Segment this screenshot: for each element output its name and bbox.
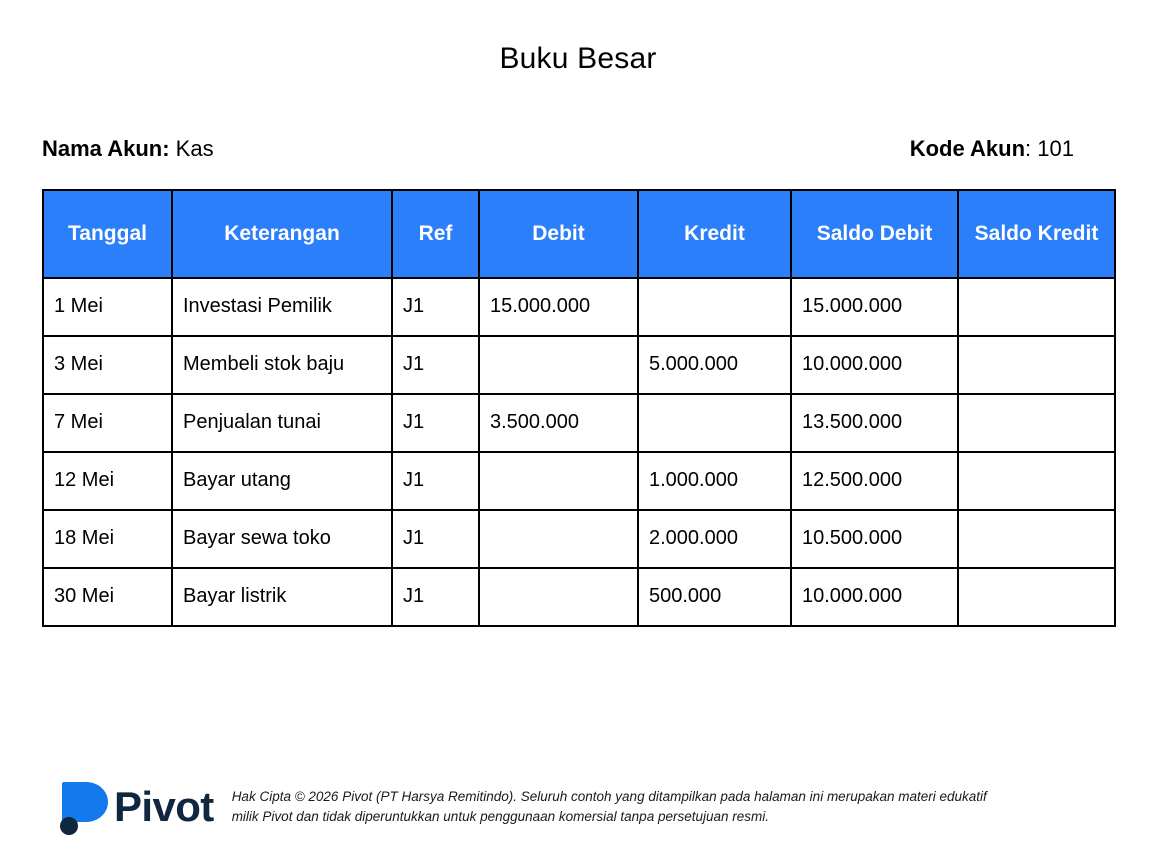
cell-kredit — [638, 278, 791, 336]
copyright-text: Hak Cipta © 2026 Pivot (PT Harsya Remitindo). Seluruh contoh yang ditampilkan pada halaman ini merupakan materi edukatif milik Pivot dan tidak diperuntukkan untuk penggunaan komersial tanpa persetujuan resmi. — [231, 789, 987, 824]
table-row — [43, 568, 1115, 626]
ledger-table — [42, 189, 1116, 627]
table-header-row — [43, 190, 1115, 278]
cell-tanggal: 7 Mei — [43, 394, 172, 452]
cell-keterangan: Investasi Pemilik — [172, 278, 392, 336]
account-code-value: 101 — [1037, 136, 1074, 161]
account-name-label: Nama Akun: — [42, 136, 170, 161]
cell-ref: J1 — [392, 336, 479, 394]
column-header-kredit: Kredit — [638, 190, 791, 278]
cell-keterangan: Penjualan tunai — [172, 394, 392, 452]
cell-tanggal: 3 Mei — [43, 336, 172, 394]
cell-debit — [479, 568, 638, 626]
column-header-debit: Debit — [479, 190, 638, 278]
account-name-value: Kas — [175, 136, 214, 161]
cell-tanggal: 30 Mei — [43, 568, 172, 626]
account-name — [42, 136, 214, 162]
column-header-saldo-kredit: Saldo Kredit — [958, 190, 1115, 278]
page-footer — [0, 778, 1156, 836]
column-header-ref: Ref — [392, 190, 479, 278]
cell-saldo-debit: 10.500.000 — [791, 510, 958, 568]
cell-debit — [479, 510, 638, 568]
cell-tanggal: 12 Mei — [43, 452, 172, 510]
cell-kredit: 5.000.000 — [638, 336, 791, 394]
cell-saldo-debit: 10.000.000 — [791, 336, 958, 394]
account-code-label: Kode Akun — [909, 136, 1026, 161]
cell-saldo-kredit — [958, 510, 1115, 568]
cell-saldo-kredit — [958, 568, 1115, 626]
cell-tanggal: 18 Mei — [43, 510, 172, 568]
table-row — [43, 510, 1115, 568]
cell-saldo-kredit — [958, 452, 1115, 510]
table-row — [43, 336, 1115, 394]
cell-saldo-debit: 10.000.000 — [791, 568, 958, 626]
cell-ref: J1 — [392, 452, 479, 510]
table-row — [43, 394, 1115, 452]
page-title: Buku Besar — [499, 42, 657, 75]
pivot-logo — [58, 778, 214, 836]
ledger-table-wrapper — [0, 189, 1156, 627]
cell-saldo-kredit — [958, 394, 1115, 452]
account-code-separator: : — [1025, 136, 1032, 161]
cell-kredit: 2.000.000 — [638, 510, 791, 568]
pivot-wordmark: Pivot — [114, 783, 214, 830]
cell-keterangan: Bayar sewa toko — [172, 510, 392, 568]
table-header — [43, 190, 1115, 278]
column-header-saldo-debit: Saldo Debit — [791, 190, 958, 278]
cell-ref: J1 — [392, 394, 479, 452]
cell-kredit — [638, 394, 791, 452]
cell-saldo-kredit — [958, 336, 1115, 394]
column-header-tanggal: Tanggal — [43, 190, 172, 278]
cell-debit: 15.000.000 — [479, 278, 638, 336]
cell-saldo-debit: 12.500.000 — [791, 452, 958, 510]
cell-kredit: 1.000.000 — [638, 452, 791, 510]
cell-saldo-debit: 13.500.000 — [791, 394, 958, 452]
table-row — [43, 452, 1115, 510]
table-row — [43, 278, 1115, 336]
cell-kredit: 500.000 — [638, 568, 791, 626]
table-body — [43, 278, 1115, 626]
cell-ref: J1 — [392, 278, 479, 336]
cell-debit: 3.500.000 — [479, 394, 638, 452]
cell-tanggal: 1 Mei — [43, 278, 172, 336]
cell-ref: J1 — [392, 510, 479, 568]
cell-debit — [479, 336, 638, 394]
cell-debit — [479, 452, 638, 510]
cell-keterangan: Bayar utang — [172, 452, 392, 510]
cell-saldo-kredit — [958, 278, 1115, 336]
cell-ref: J1 — [392, 568, 479, 626]
pivot-mark-icon — [58, 778, 110, 836]
account-code — [910, 136, 1116, 162]
cell-keterangan: Bayar listrik — [172, 568, 392, 626]
cell-saldo-debit: 15.000.000 — [791, 278, 958, 336]
account-meta-row — [0, 136, 1156, 162]
cell-keterangan: Membeli stok baju — [172, 336, 392, 394]
column-header-keterangan: Keterangan — [172, 190, 392, 278]
